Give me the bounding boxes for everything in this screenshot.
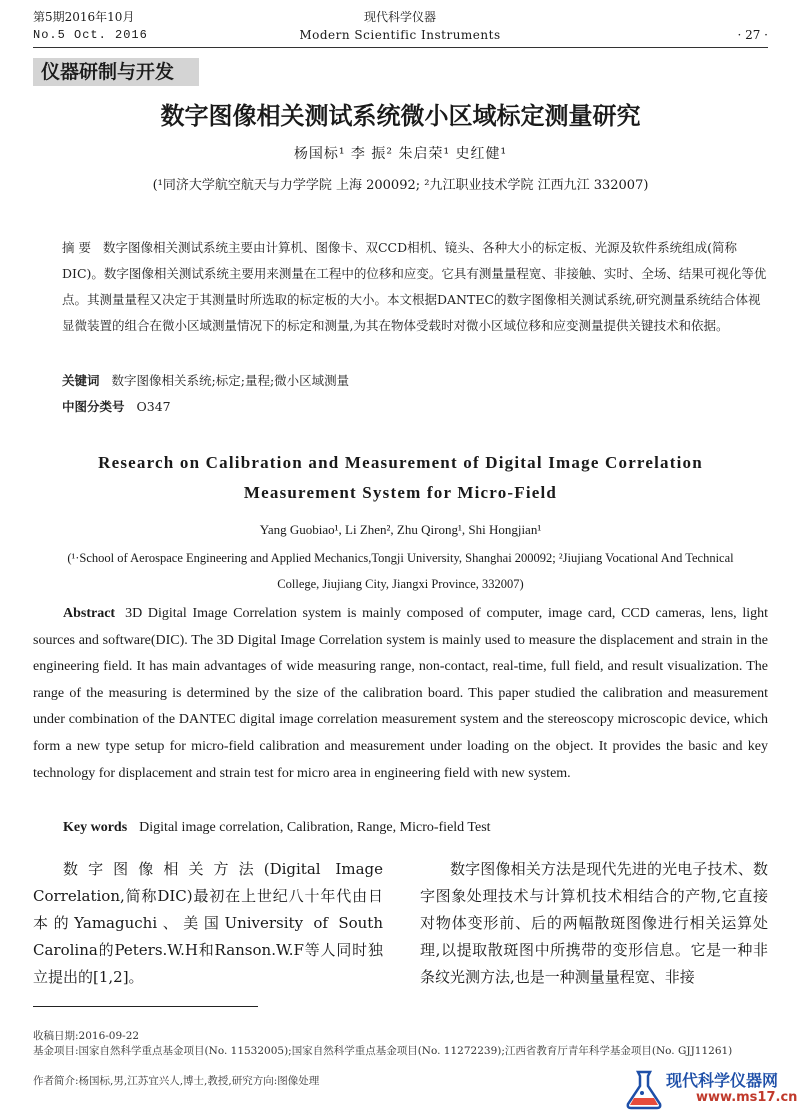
- abstract-cn-label: 摘 要: [62, 240, 91, 255]
- clc-label: 中图分类号: [62, 399, 125, 414]
- footnote-received: 收稿日期:2016-09-22: [33, 1030, 140, 1042]
- abstract-cn-text: 数字图像相关测试系统主要由计算机、图像卡、双CCD相机、镜头、各种大小的标定板、光源及软件系统组成(简称DIC)。数字图像相关测试系统主要用来测量在工程中的位移和应变。它具有测量量程宽、非接触、实时、全场、结果可视化等优点。其测量量程又决定于其测量时所选取的标定板的大小。本文根据DANTEC的数字图像相关测试系统,研究测量系统结合体视显微装置的组合在微小区域测量情况下的标定和测量,为其在物体受载时对微小区域位移和应变测量提供关键技术和依据。: [62, 240, 767, 333]
- abstract-cn: [62, 235, 768, 339]
- title-en-line1: Research on Calibration and Measurement of Digital Image Correlation: [98, 453, 703, 472]
- keywords-cn-label: 关键词: [62, 373, 100, 388]
- title-en-line2: Measurement System for Micro-Field: [243, 483, 558, 502]
- journal-name-en: Modern Scientific Instruments: [299, 28, 501, 42]
- flask-icon: [622, 1068, 666, 1110]
- keywords-cn: [62, 368, 349, 394]
- body-right-column: 数字图像相关方法是现代先进的光电子技术、数字图象处理技术与计算机技术相结合的产物,它直接对物体变形前、后的两幅散斑图像进行相关运算处理,以提取散斑图中所携带的变形信息。它是一种非条纹光测方法,也是一种测量量程宽、非接: [420, 860, 768, 986]
- watermark-url: www.ms17.cn: [696, 1090, 798, 1105]
- footnote-fund: 基金项目:国家自然科学重点基金项目(No. 11532005);国家自然科学重点基金项目(No. 11272239);江西省教育厅青年科学基金项目(No. GJJ11261): [33, 1045, 733, 1057]
- watermark-name: 现代科学仪器网: [666, 1071, 779, 1090]
- affiliations-cn: (¹同济大学航空航天与力学学院 上海 200092; ²九江职业技术学院 江西九江 332007): [152, 178, 649, 193]
- keywords-en-label: Key words: [63, 820, 128, 835]
- watermark-logo: [622, 1066, 798, 1112]
- section-label: 仪器研制与开发: [33, 58, 199, 86]
- affiliations-en-line2: College, Jiujiang City, Jiangxi Province, 332007): [277, 577, 524, 591]
- footnote-rule: [33, 1006, 258, 1007]
- keywords-en-text: Digital image correlation, Calibration, Range, Micro-field Test: [139, 820, 491, 835]
- authors-en: Yang Guobiao¹, Li Zhen², Zhu Qirong¹, Shi Hongjian¹: [259, 522, 542, 537]
- affiliations-en-line1: (¹·School of Aerospace Engineering and Applied Mechanics,Tongji University, Shanghai 200092; ²Jiujiang Vocational And Technical: [67, 551, 734, 565]
- keywords-en: [63, 815, 491, 842]
- abstract-en: [33, 601, 768, 787]
- abstract-en-text: 3D Digital Image Correlation system is mainly composed of computer, image card, CCD cameras, lens, light sources and software(DIC). The 3D Digital Image Correlation system is mainly used to measure the displacement and strain in the engineering field. It has main advantages of wide measuring range, non-contact, real-time, full field, and result visualization. The range of the measuring is determined by the size of the calibration board. This paper studied the calibration and measurement under combination of the DANTEC digital image correlation measurement system and the stereoscopy microscopic device, which form a new type setup for micro-field calibration and measurement under loading on the object. It provides the basic and key technology for displacement and strain test for micro area in engineering field with new system.: [33, 606, 768, 781]
- title-cn: 数字图像相关测试系统微小区域标定测量研究: [160, 102, 641, 130]
- clc-number: O347: [136, 399, 171, 414]
- authors-cn: 杨国标¹ 李 振² 朱启荣¹ 史红健¹: [293, 146, 508, 162]
- journal-name-cn: 现代科学仪器: [363, 10, 436, 24]
- body-left-column: 数字图像相关方法(Digital Image Correlation,简称DIC)最初在上世纪八十年代由日本的Yamaguchi、美国University of South Carolina的Peters.W.H和Ranson.W.F等人同时独立提出的[1,2]。: [33, 860, 383, 986]
- issue-en: No.5 Oct. 2016: [33, 28, 148, 42]
- page-number: · 27 ·: [737, 28, 768, 42]
- footnote-author: 作者简介:杨国标,男,江苏宜兴人,博士,教授,研究方向:图像处理: [33, 1075, 320, 1087]
- header-rule: [33, 47, 768, 48]
- issue-cn: 第5期2016年10月: [33, 10, 135, 24]
- clc: [62, 394, 171, 420]
- abstract-en-label: Abstract: [63, 606, 116, 621]
- keywords-cn-text: 数字图像相关系统;标定;量程;微小区域测量: [111, 373, 350, 388]
